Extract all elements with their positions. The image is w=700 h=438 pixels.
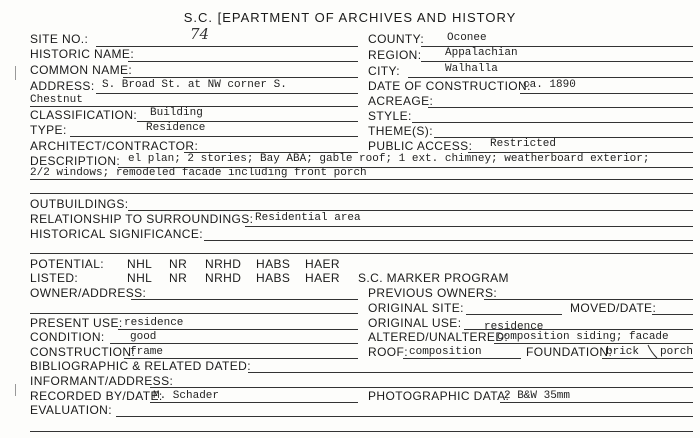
style-line — [412, 122, 693, 123]
recorded-label: RECORDED BY/DATE: — [30, 389, 163, 403]
significance-label: HISTORICAL SIGNIFICANCE: — [30, 227, 203, 241]
description-label: DESCRIPTION: — [30, 154, 121, 168]
type-label: TYPE: — [30, 123, 67, 137]
region-line — [421, 61, 693, 62]
informant-line — [150, 387, 693, 388]
biblio-label: BIBLIOGRAPHIC & RELATED DATED: — [30, 359, 251, 373]
construction-value[interactable]: frame — [130, 346, 164, 358]
condition-label: CONDITION: — [30, 330, 105, 344]
site-no-line — [96, 46, 358, 47]
listed-haer[interactable]: HAER — [305, 271, 340, 285]
listed-nrhd[interactable]: NRHD — [205, 271, 242, 285]
listed-label: LISTED: — [30, 271, 79, 285]
photographic-line — [500, 402, 693, 403]
roof-line — [403, 358, 521, 359]
site-no-value[interactable]: 74 — [190, 25, 210, 43]
region-value[interactable]: Appalachian — [445, 47, 518, 59]
type-value[interactable]: Residence — [146, 122, 206, 134]
foundation-extra-value[interactable]: porch — [660, 346, 694, 358]
significance-line — [204, 240, 693, 241]
classification-label: CLASSIFICATION: — [30, 108, 138, 122]
biblio-line — [248, 372, 693, 373]
original-use-label: ORIGINAL USE: — [368, 316, 462, 330]
moved-date-label: MOVED/DATE: — [570, 301, 657, 315]
significance-line-2 — [30, 253, 693, 254]
condition-line — [110, 343, 358, 344]
potential-nr[interactable]: NR — [169, 257, 188, 271]
original-site-line — [466, 314, 562, 315]
historic-name-label: HISTORIC NAME: — [30, 47, 135, 61]
potential-label: POTENTIAL: — [30, 257, 105, 271]
original-use-value[interactable]: residence — [484, 321, 544, 333]
public-access-line — [468, 152, 693, 153]
common-name-label: COMMON NAME: — [30, 63, 133, 77]
acreage-line — [428, 107, 693, 108]
handwritten-slash-mark — [645, 344, 661, 360]
listed-nhl[interactable]: NHL — [127, 271, 153, 285]
date-construction-label: DATE OF CONSTRUCTION: — [368, 79, 531, 93]
classification-value[interactable]: Building — [150, 107, 203, 119]
photographic-label: PHOTOGRAPHIC DATA: — [368, 389, 510, 403]
altered-line — [494, 343, 693, 344]
previous-owners-line — [484, 299, 693, 300]
relationship-value[interactable]: Residential area — [255, 212, 361, 224]
public-access-value[interactable]: Restricted — [490, 138, 557, 150]
common-name-line — [123, 77, 358, 78]
potential-haer[interactable]: HAER — [305, 257, 340, 271]
relationship-label: RELATIONSHIP TO SURROUNDINGS: — [30, 212, 254, 226]
listed-nr[interactable]: NR — [169, 271, 188, 285]
margin-mark — [15, 66, 16, 80]
description-value[interactable]: el plan; 2 stories; Bay ABA; gable roof; 1 ext. chimney; weatherboard exterior; — [128, 153, 650, 165]
original-site-label: ORIGINAL SITE: — [368, 301, 464, 315]
county-value[interactable]: Oconee — [447, 32, 487, 44]
themes-label: THEME(S): — [368, 124, 433, 138]
roof-label: ROOF: — [368, 345, 408, 359]
potential-nrhd[interactable]: NRHD — [205, 257, 242, 271]
city-label: CITY: — [368, 64, 401, 78]
address-line — [96, 93, 358, 94]
present-use-line — [118, 329, 358, 330]
potential-habs[interactable]: HABS — [256, 257, 291, 271]
date-construction-line — [520, 93, 693, 94]
evaluation-line — [116, 416, 693, 417]
region-label: REGION: — [368, 48, 422, 62]
description-value-2[interactable]: 2/2 windows; remodeled facade including front porch — [30, 167, 367, 179]
form-title: S.C. [EPARTMENT OF ARCHIVES AND HISTORY — [183, 10, 517, 25]
acreage-label: ACREAGE: — [368, 94, 434, 108]
listed-habs[interactable]: HABS — [256, 271, 291, 285]
present-use-label: PRESENT USE: — [30, 316, 123, 330]
moved-date-line — [652, 314, 693, 315]
recorded-line — [150, 402, 358, 403]
foundation-label: FOUNDATION: — [526, 345, 613, 359]
roof-value[interactable]: composition — [409, 346, 482, 358]
architect-label: ARCHITECT/CONTRACTOR: — [30, 139, 199, 153]
foundation-value[interactable]: brick — [606, 346, 640, 358]
description-line-3 — [30, 193, 693, 194]
city-value[interactable]: Walhalla — [445, 63, 498, 75]
previous-owners-label: PREVIOUS OWNERS: — [368, 286, 498, 300]
owner-line-2 — [30, 313, 358, 314]
description-line-2 — [30, 179, 693, 180]
evaluation-line-2 — [30, 431, 693, 432]
site-no-label: SITE NO.: — [30, 32, 89, 46]
informant-label: INFORMANT/ADDRESS: — [30, 374, 174, 388]
margin-mark — [15, 384, 16, 396]
owner-line — [131, 299, 358, 300]
altered-value[interactable]: composition siding; facade — [497, 331, 669, 343]
recorded-value[interactable]: M. Schader — [153, 390, 220, 402]
marker-program-label: S.C. MARKER PROGRAM — [358, 271, 509, 285]
evaluation-label: EVALUATION: — [30, 403, 112, 417]
historic-name-line — [128, 61, 358, 62]
owner-label: OWNER/ADDRESS: — [30, 286, 147, 300]
type-line — [70, 136, 358, 137]
potential-nhl[interactable]: NHL — [127, 257, 153, 271]
county-label: COUNTY: — [368, 32, 425, 46]
outbuildings-label: OUTBUILDINGS: — [30, 197, 129, 211]
outbuildings-line — [128, 210, 693, 211]
themes-line — [434, 137, 693, 138]
address-label: ADDRESS: — [30, 79, 95, 93]
date-construction-value[interactable]: ca. 1890 — [523, 79, 576, 91]
photographic-value[interactable]: 2 B&W 35mm — [504, 390, 571, 402]
city-line — [408, 77, 693, 78]
style-label: STYLE: — [368, 109, 412, 123]
relationship-line — [245, 226, 693, 227]
construction-label: CONSTRUCTION: — [30, 345, 136, 359]
altered-label: ALTERED/UNALTERED: — [368, 330, 509, 344]
condition-value[interactable]: good — [130, 331, 157, 343]
present-use-value[interactable]: residence — [124, 317, 184, 329]
address-value-2[interactable]: Chestnut — [30, 94, 83, 106]
public-access-label: PUBLIC ACCESS: — [368, 139, 473, 153]
address-value[interactable]: S. Broad St. at NW corner S. — [102, 79, 287, 91]
